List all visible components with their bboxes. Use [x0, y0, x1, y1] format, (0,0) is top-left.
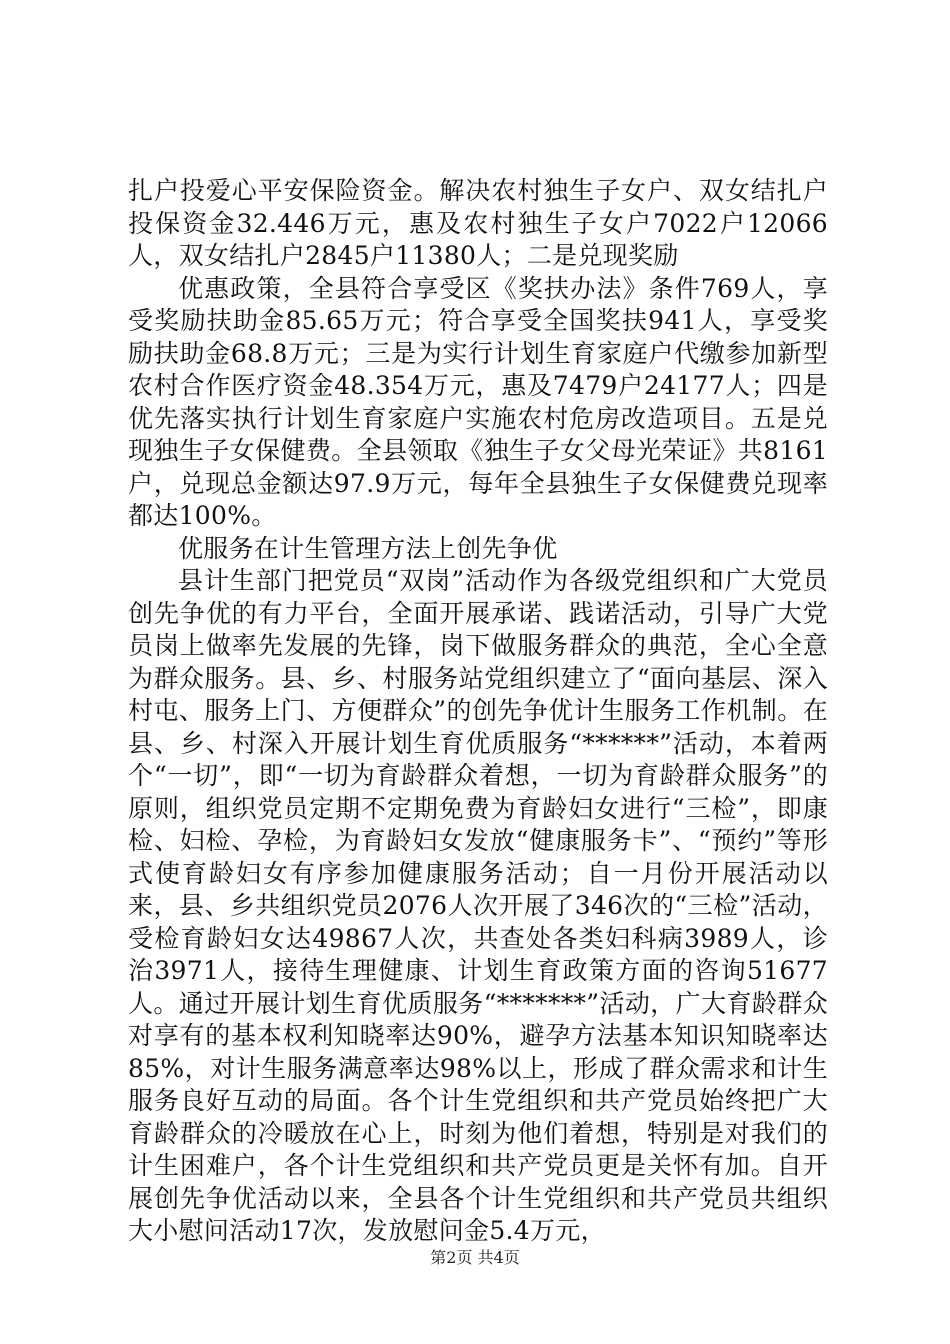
section-heading: 优服务在计生管理方法上创先争优 — [178, 533, 558, 563]
paragraph-1: 扎户投爱心平安保险资金。解决农村独生子女户、双女结扎户投保资金32.446万元，惠及农村独生子女户7022户12066人，双女结扎户2845户11380人；二是兑现奖励 — [128, 176, 828, 270]
paragraph-2: 优惠政策，全县符合享受区《奖扶办法》条件769人，享受奖励扶助金85.65万元；符合享受全国奖扶941人，享受奖励扶助金68.8万元；三是为实行计划生育家庭户代缴参加新型农村合作医疗资金48.354万元，惠及7479户24177人；四是优先落实执行计划生育家庭户实施农村危房改造项目。五是兑现独生子女保健费。全县领取《独生子女父母光荣证》共8161户，兑现总金额达97.9万元，每年全县独生子女保健费兑现率都达100%。 — [128, 273, 828, 530]
page-footer: 第2页 共4页 — [430, 1248, 520, 1267]
document-body — [128, 175, 828, 1248]
paragraph-3: 县计生部门把党员“双岗”活动作为各级党组织和广大党员创先争优的有力平台，全面开展承诺、践诺活动，引导广大党员岗上做率先发展的先锋，岗下做服务群众的典范，全心全意为群众服务。县、乡、村服务站党组织建立了“面向基层、深入村屯、服务上门、方便群众”的创先争优计生服务工作机制。在县、乡、村深入开展计划生育优质服务“******”活动，本着两个“一切”，即“一切为育龄群众着想，一切为育龄群众服务”的原则，组织党员定期不定期免费为育龄妇女进行“三检”，即康检、妇检、孕检，为育龄妇女发放“健康服务卡”、“预约”等形式使育龄妇女有序参加健康服务活动；自一月份开展活动以来，县、乡共组织党员2076人次开展了346次的“三检”活动，受检育龄妇女达49867人次，共查处各类妇科病3989人，诊治3971人，接待生理健康、计划生育政策方面的咨询51677人。通过开展计划生育优质服务“*******”活动，广大育龄群众对享有的基本权利知晓率达90%，避孕方法基本知识知晓率达85%，对计生服务满意率达98%以上，形成了群众需求和计生服务良好互动的局面。各个计生党组织和共产党员始终把广大育龄群众的冷暖放在心上，时刻为他们着想，特别是对我们的计生困难户，各个计生党组织和共产党员更是关怀有加。自开展创先争优活动以来，全县各个计生党组织和共产党员共组织大小慰问活动17次，发放慰问金5.4万元， — [128, 566, 828, 1245]
